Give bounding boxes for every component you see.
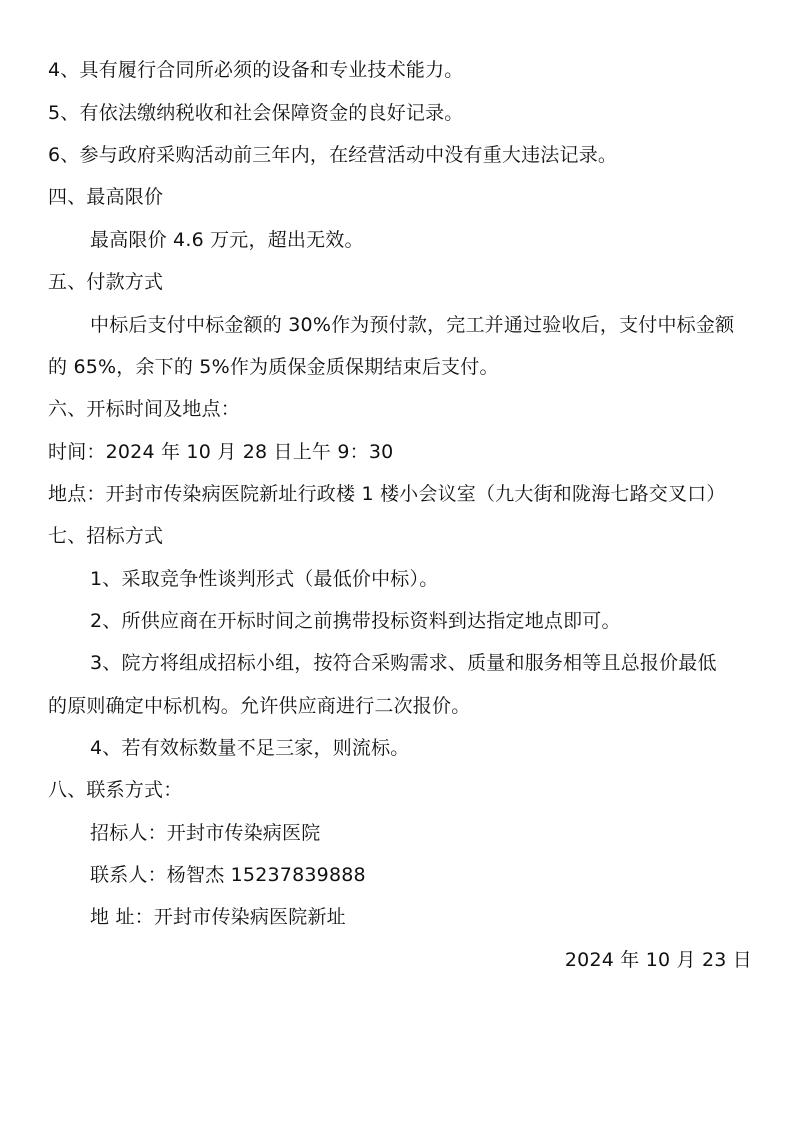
contact-address: 地 址：开封市传染病医院新址 [90,906,346,928]
document-date: 2024 年 10 月 23 日 [564,949,752,971]
price-limit-text: 最高限价 4.6 万元，超出无效。 [90,229,364,251]
bidding-item-3-line-1: 3、院方将组成招标小组，按符合采购需求、质量和服务相等且总报价最低 [90,652,717,674]
qualification-item-6: 6、参与政府采购活动前三年内，在经营活动中没有重大违法记录。 [48,144,618,166]
contact-person: 联系人：杨智杰 15237839888 [90,864,366,886]
bidding-item-2: 2、所供应商在开标时间之前携带投标资料到达指定地点即可。 [90,610,621,632]
section-heading-opening: 六、开标时间及地点： [48,398,241,420]
payment-text-line-2: 的 65%，余下的 5%作为质保金质保期结束后支付。 [48,356,499,378]
contact-tenderer: 招标人：开封市传染病医院 [90,822,321,844]
section-heading-payment: 五、付款方式 [48,271,164,293]
opening-place: 地点：开封市传染病医院新址行政楼 1 楼小会议室（九大街和陇海七路交叉口） [48,483,726,505]
bidding-item-4: 4、若有效标数量不足三家，则流标。 [90,737,410,759]
qualification-item-4: 4、具有履行合同所必须的设备和专业技术能力。 [48,59,464,81]
bidding-item-3-line-2: 的原则确定中标机构。允许供应商进行二次报价。 [48,695,471,717]
opening-time: 时间：2024 年 10 月 28 日上午 9：30 [48,441,394,463]
section-heading-bidding-method: 七、招标方式 [48,525,164,547]
bidding-item-1: 1、采取竞争性谈判形式（最低价中标）。 [90,568,439,590]
section-heading-contact: 八、联系方式： [48,779,183,801]
qualification-item-5: 5、有依法缴纳税收和社会保障资金的良好记录。 [48,102,464,124]
section-heading-price-limit: 四、最高限价 [48,186,164,208]
payment-text-line-1: 中标后支付中标金额的 30%作为预付款，完工并通过验收后，支付中标金额 [90,314,735,336]
